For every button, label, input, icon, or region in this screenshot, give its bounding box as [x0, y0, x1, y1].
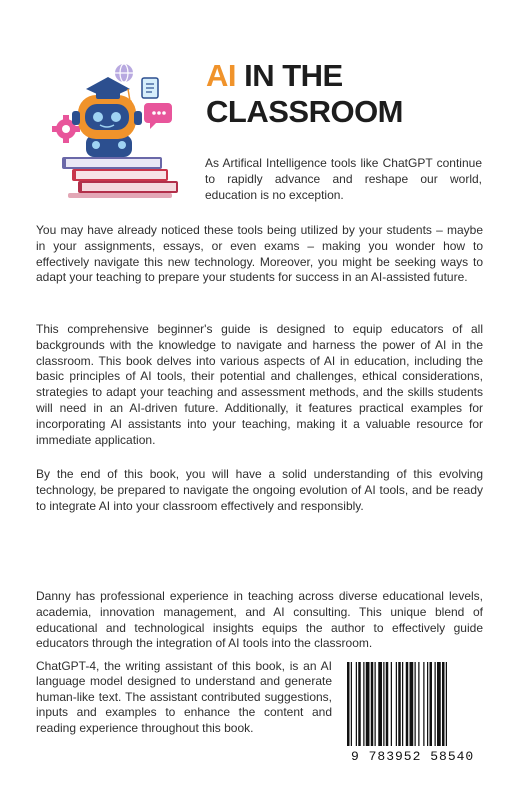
barcode-bar: [410, 662, 414, 746]
barcode-bar: [347, 662, 350, 746]
robot-icon: [72, 95, 142, 157]
barcode-bar: [391, 662, 392, 746]
barcode-bar: [375, 662, 376, 746]
body-paragraph-1: You may have already noticed these tools being utilized by your students – maybe in your assignments, essays, or even exams – making you wonder how to effectively navigate this new technology. Moreover, you might be seeking ways to adapt your teaching to prepare your students for success in an AI-assisted future.: [36, 223, 483, 285]
barcode-bar: [358, 662, 361, 746]
title-line1: IN THE: [236, 58, 343, 93]
barcode-bar: [430, 662, 433, 746]
title-accent: AI: [206, 58, 236, 93]
barcode-bar: [363, 662, 364, 746]
barcode-bar: [356, 662, 357, 746]
barcode-bar: [371, 662, 374, 746]
barcode-bar: [423, 662, 424, 746]
barcode-bar: [446, 662, 447, 746]
barcode-bar: [415, 662, 416, 746]
barcode-bar: [437, 662, 441, 746]
body-paragraph-2: This comprehensive beginner's guide is designed to equip educators of all backgrounds with the knowledge to navigate and harness the power of AI in the classroom. This book delves into various aspects of AI in education, including the basic principles of AI tools, their potential and challenges, ethical considerations, strategies to adapt your teaching and assessment methods, and the skills students will need in an AI-driven future. Additionally, it features practical examples for incorporating AI assistants into your teaching, making it a valuable resource for immediate application.: [36, 322, 483, 447]
barcode-bars: [341, 660, 487, 748]
barcode-bar: [435, 662, 436, 746]
barcode-bar: [378, 662, 382, 746]
isbn-number: 9 783952 58540: [351, 749, 475, 764]
ai-classroom-illustration: [48, 55, 198, 205]
author-bio-paragraph: Danny has professional experience in teaching across diverse educational levels, academia, innovation management, and AI consulting. This unique blend of educational and technological insights equips the author to effectively guide educators through the integration of AI tools into the classroom.: [36, 589, 483, 651]
title-line2: CLASSROOM: [206, 94, 403, 129]
barcode-bar: [442, 662, 445, 746]
chat-bubble-icon: [144, 103, 172, 129]
book-title: [206, 58, 403, 130]
barcode-bar: [386, 662, 389, 746]
assistant-bio-paragraph: ChatGPT-4, the writing assistant of this book, is an AI language model designed to understand and generate human-like text. The assistant contributed suggestions, inputs and examples to enhance the content and reading experience throughout this book.: [36, 659, 332, 735]
barcode-bar: [402, 662, 403, 746]
barcode-bar: [351, 662, 352, 746]
barcode-bar: [418, 662, 419, 746]
barcode-bar: [427, 662, 428, 746]
barcode-bar: [383, 662, 384, 746]
barcode-bar: [406, 662, 409, 746]
books-stack-icon: [62, 157, 178, 198]
barcode-bar: [396, 662, 397, 746]
barcode-bar: [398, 662, 401, 746]
intro-paragraph: As Artifical Intelligence tools like ChatGPT continue to rapidly advance and reshape our world, education is no exception.: [205, 156, 482, 202]
barcode-bar: [366, 662, 370, 746]
document-icon: [142, 78, 158, 98]
globe-icon: [115, 64, 133, 82]
body-paragraph-3: By the end of this book, you will have a solid understanding of this evolving technology, be prepared to navigate the ongoing evolution of AI tools, and be ready to integrate AI into your classroom effectively and responsibly.: [36, 467, 483, 513]
